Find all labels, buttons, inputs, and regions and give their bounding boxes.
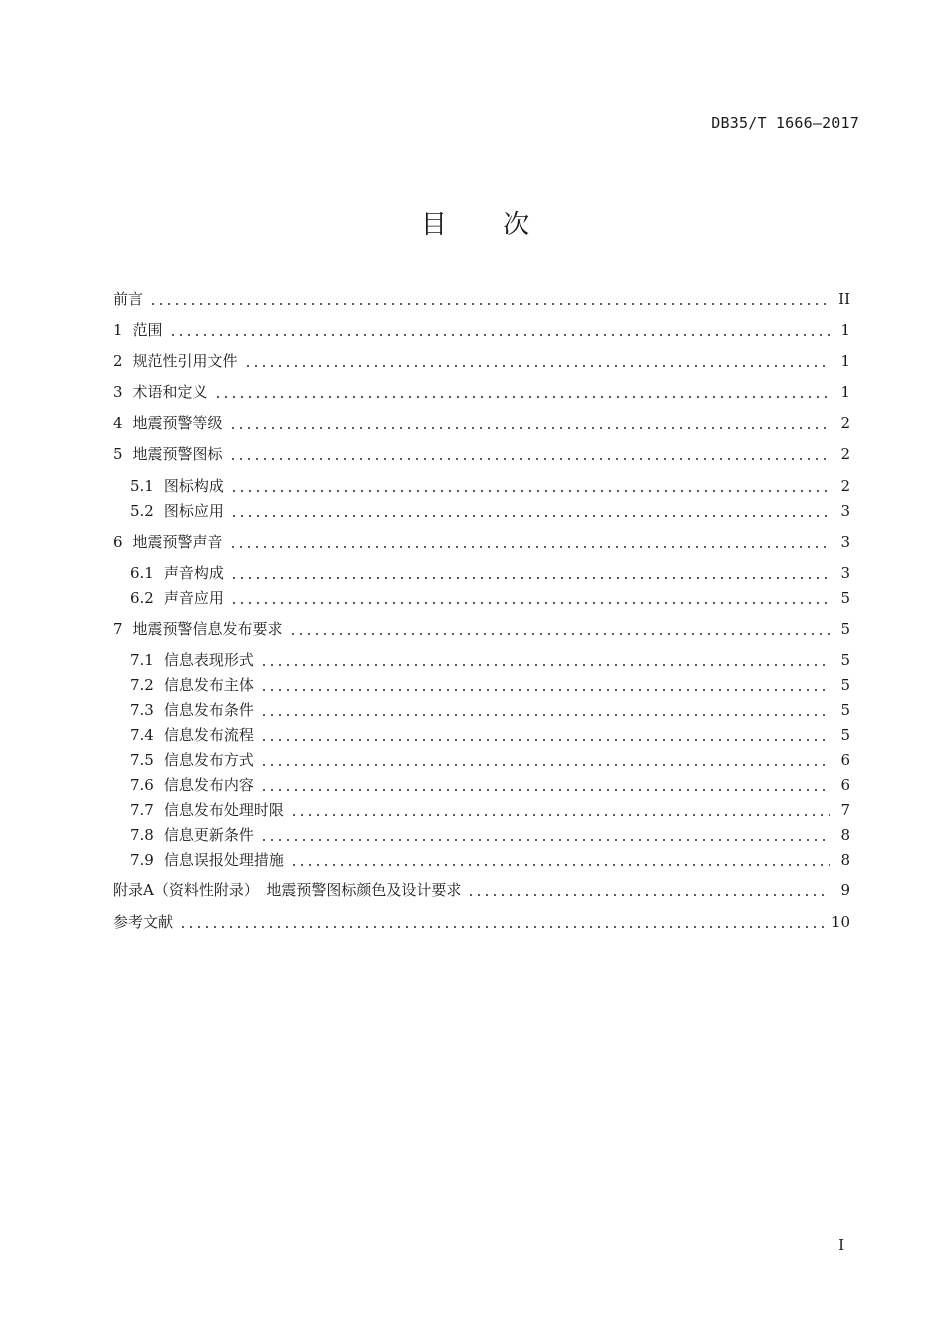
toc-entry-number: 4 xyxy=(113,414,123,432)
toc-entry-page: 1 xyxy=(840,321,850,339)
toc-entry[interactable] xyxy=(113,878,850,900)
toc-entry[interactable] xyxy=(113,530,850,552)
toc-entry-page: 10 xyxy=(830,913,850,931)
toc-entry-page: 6 xyxy=(840,776,850,794)
toc-entry[interactable] xyxy=(113,442,850,464)
toc-entry-label: 地震预警声音 xyxy=(132,533,223,551)
dot-leader xyxy=(260,839,830,841)
toc-entry[interactable] xyxy=(130,723,850,745)
toc-entry-label: 信息发布主体 xyxy=(163,676,254,694)
dot-leader xyxy=(260,764,830,766)
toc-entry-label: 图标应用 xyxy=(163,502,224,520)
dot-leader xyxy=(290,864,830,866)
toc-entry[interactable] xyxy=(130,698,850,720)
dot-leader xyxy=(169,334,830,336)
toc-entry[interactable] xyxy=(130,848,850,870)
toc-entry-number: 5.2 xyxy=(130,502,154,520)
toc-entry-label: 信息发布条件 xyxy=(163,701,254,719)
toc-entry-page: 2 xyxy=(840,477,850,495)
toc-entry-label: 信息表现形式 xyxy=(163,651,254,669)
toc-entry[interactable] xyxy=(130,474,850,496)
toc-entry-page: II xyxy=(838,290,850,308)
toc-entry-page: 1 xyxy=(840,383,850,401)
dot-leader xyxy=(230,577,830,579)
toc-entry-label: 信息发布方式 xyxy=(163,751,254,769)
toc-entry-label: 地震预警图标 xyxy=(132,445,223,463)
toc-entry-number: 7.4 xyxy=(130,726,154,744)
toc-entry-page: 9 xyxy=(840,881,850,899)
toc-entry-page: 7 xyxy=(840,801,850,819)
toc-entry-page: 8 xyxy=(840,826,850,844)
toc-entry-label: 信息更新条件 xyxy=(163,826,254,844)
dot-leader xyxy=(230,490,830,492)
toc-entry[interactable] xyxy=(130,586,850,608)
dot-leader xyxy=(260,789,830,791)
toc-entry-number: 6.2 xyxy=(130,589,154,607)
document-code: DB35/T 1666—2017 xyxy=(711,114,859,132)
toc-entry-label: 范围 xyxy=(132,321,163,339)
toc-entry-number: 1 xyxy=(113,321,123,339)
toc-entry[interactable] xyxy=(130,823,850,845)
toc-entry[interactable] xyxy=(130,748,850,770)
toc-entry-page: 3 xyxy=(840,533,850,551)
toc-entry[interactable] xyxy=(113,318,850,340)
toc-entry[interactable] xyxy=(113,380,850,402)
toc-entry-label: 附录A（资料性附录） 地震预警图标颜色及设计要求 xyxy=(113,881,462,899)
dot-leader xyxy=(244,365,830,367)
toc-entry-label: 声音应用 xyxy=(163,589,224,607)
toc-entry-page: 5 xyxy=(840,701,850,719)
toc-entry-page: 5 xyxy=(840,589,850,607)
toc-entry[interactable] xyxy=(130,773,850,795)
toc-entry[interactable] xyxy=(113,287,850,309)
dot-leader xyxy=(290,814,830,816)
toc-entry-label: 规范性引用文件 xyxy=(132,352,238,370)
toc-entry-number: 6 xyxy=(113,533,123,551)
toc-entry-number: 7 xyxy=(113,620,123,638)
toc-entry-label: 信息误报处理措施 xyxy=(163,851,284,869)
dot-leader xyxy=(149,303,830,305)
toc-entry[interactable] xyxy=(113,910,850,932)
toc-entry-number: 7.5 xyxy=(130,751,154,769)
dot-leader xyxy=(229,546,830,548)
dot-leader xyxy=(229,458,830,460)
toc-entry-number: 7.9 xyxy=(130,851,154,869)
toc-entry-number: 5 xyxy=(113,445,123,463)
toc-entry[interactable] xyxy=(113,411,850,433)
toc-entry-page: 6 xyxy=(840,751,850,769)
toc-entry-page: 5 xyxy=(840,651,850,669)
dot-leader xyxy=(260,714,830,716)
footer-page-number: I xyxy=(838,1236,844,1254)
dot-leader xyxy=(179,926,825,928)
dot-leader xyxy=(260,664,830,666)
toc-entry-number: 2 xyxy=(113,352,123,370)
toc-entry-number: 5.1 xyxy=(130,477,154,495)
toc-entry-page: 2 xyxy=(840,445,850,463)
toc-entry-label: 地震预警信息发布要求 xyxy=(132,620,283,638)
toc-entry-label: 信息发布处理时限 xyxy=(163,801,284,819)
toc-entry[interactable] xyxy=(130,673,850,695)
toc-entry-label: 参考文献 xyxy=(113,913,174,931)
toc-entry-number: 7.2 xyxy=(130,676,154,694)
toc-entry-label: 信息发布内容 xyxy=(163,776,254,794)
dot-leader xyxy=(230,515,830,517)
dot-leader xyxy=(260,689,830,691)
toc-entry-label: 术语和定义 xyxy=(132,383,208,401)
toc-entry-page: 3 xyxy=(840,564,850,582)
toc-entry-number: 7.6 xyxy=(130,776,154,794)
page-title: 目 次 xyxy=(420,210,554,240)
toc-entry-number: 7.8 xyxy=(130,826,154,844)
toc-entry-page: 3 xyxy=(840,502,850,520)
dot-leader xyxy=(214,396,830,398)
dot-leader xyxy=(229,427,830,429)
dot-leader xyxy=(467,894,830,896)
table-of-contents xyxy=(113,0,850,1344)
toc-entry-number: 7.1 xyxy=(130,651,154,669)
toc-entry-page: 2 xyxy=(840,414,850,432)
dot-leader xyxy=(230,602,830,604)
toc-entry-number: 7.7 xyxy=(130,801,154,819)
toc-entry-page: 5 xyxy=(840,726,850,744)
toc-entry-label: 前言 xyxy=(113,290,144,308)
toc-entry[interactable] xyxy=(130,561,850,583)
dot-leader xyxy=(260,739,830,741)
toc-entry[interactable] xyxy=(113,349,850,371)
toc-entry-label: 图标构成 xyxy=(163,477,224,495)
toc-entry-label: 声音构成 xyxy=(163,564,224,582)
toc-entry-label: 地震预警等级 xyxy=(132,414,223,432)
toc-entry-page: 1 xyxy=(840,352,850,370)
toc-entry-label: 信息发布流程 xyxy=(163,726,254,744)
toc-entry-number: 7.3 xyxy=(130,701,154,719)
toc-entry[interactable] xyxy=(130,648,850,670)
toc-entry[interactable] xyxy=(130,798,850,820)
toc-entry-page: 5 xyxy=(840,676,850,694)
toc-entry[interactable] xyxy=(130,499,850,521)
toc-entry-number: 3 xyxy=(113,383,123,401)
toc-entry-page: 8 xyxy=(840,851,850,869)
dot-leader xyxy=(289,633,830,635)
toc-entry-number: 6.1 xyxy=(130,564,154,582)
toc-entry[interactable] xyxy=(113,617,850,639)
toc-entry-page: 5 xyxy=(840,620,850,638)
